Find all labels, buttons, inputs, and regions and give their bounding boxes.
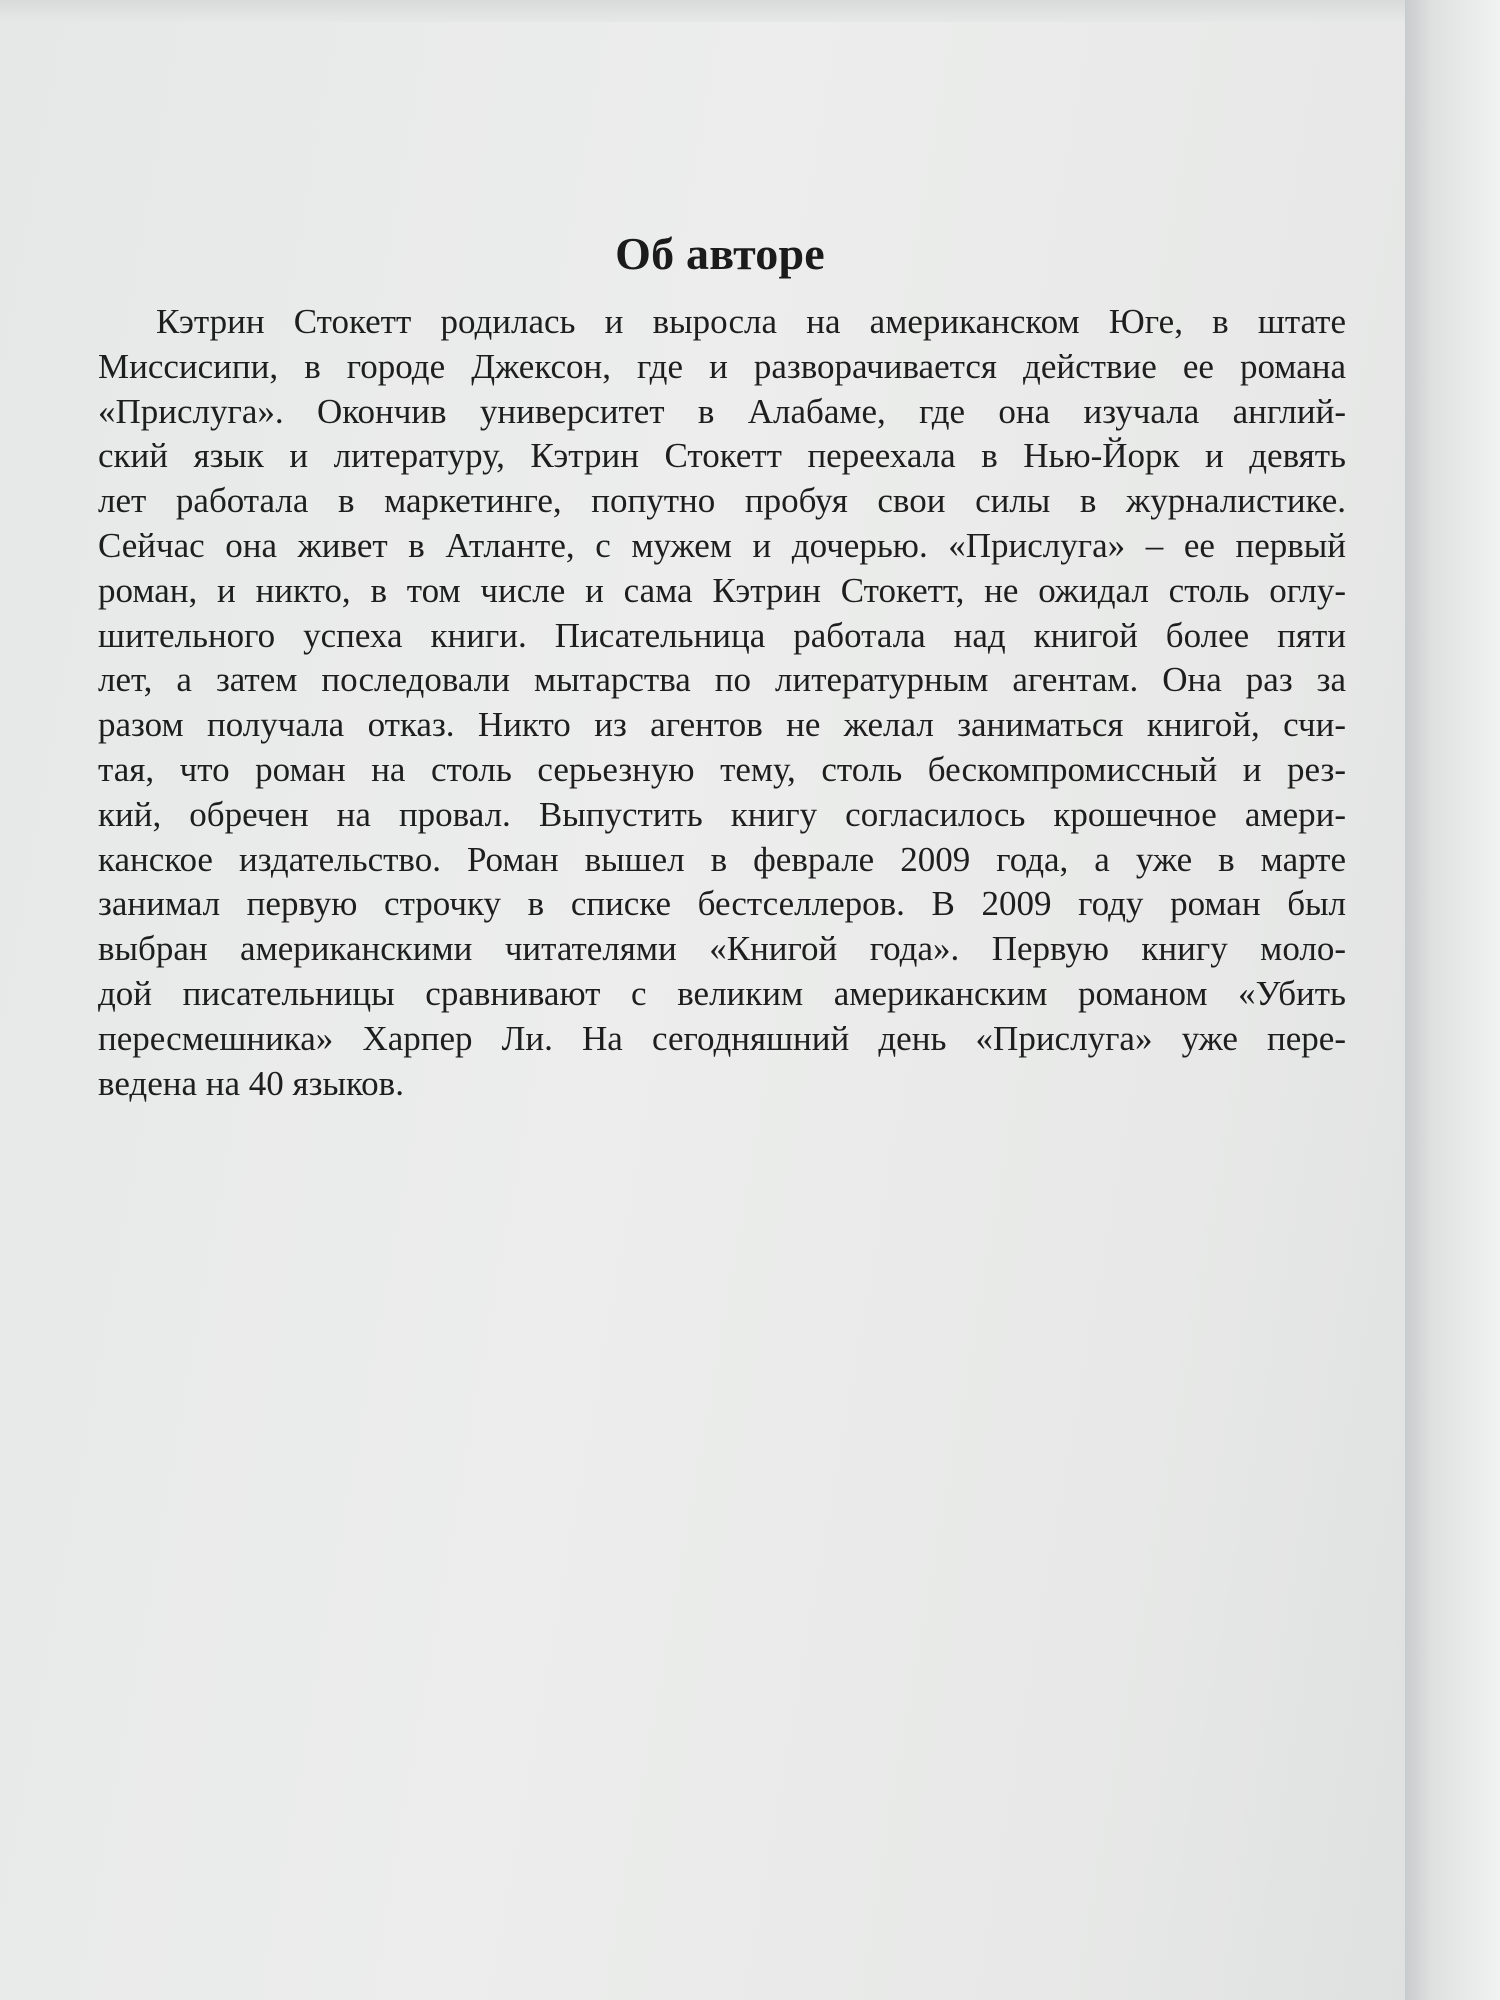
book-spine-edge	[1405, 0, 1500, 2000]
text-line: ский язык и литературу, Кэтрин Стокетт переехала в Нью-Йорк и девять	[98, 436, 1346, 476]
text-line: кий, обречен на провал. Выпустить книгу согласилось крошечное амери-	[98, 794, 1346, 834]
text-line: Миссисипи, в городе Джексон, где и разворачивается действие ее романа	[98, 346, 1346, 386]
text-line: Сейчас она живет в Атланте, с мужем и дочерью. «Прислуга» – ее первый	[98, 525, 1346, 565]
text-line: тая, что роман на столь серьезную тему, столь бескомпромиссный и рез-	[98, 749, 1346, 789]
text-line: разом получала отказ. Никто из агентов не желал заниматься книгой, счи-	[98, 705, 1346, 745]
text-line: лет работала в маркетинге, попутно пробуя свои силы в журналистике.	[98, 481, 1346, 521]
page-top-edge	[0, 0, 1405, 22]
text-line: шительного успеха книги. Писательница работала над книгой более пяти	[98, 615, 1346, 655]
text-line: пересмешника» Харпер Ли. На сегодняшний день «Прислуга» уже пере-	[98, 1018, 1346, 1058]
page-title: Об авторе	[615, 227, 825, 279]
text-line: дой писательницы сравнивают с великим американским романом «Убить	[98, 973, 1346, 1013]
text-line: канское издательство. Роман вышел в феврале 2009 года, а уже в марте	[98, 839, 1346, 879]
text-line: лет, а затем последовали мытарства по литературным агентам. Она раз за	[98, 660, 1346, 700]
text-line: ведена на 40 языков.	[98, 1063, 404, 1103]
about-author-paragraph	[98, 300, 1346, 1106]
text-line: занимал первую строчку в списке бестселлеров. В 2009 году роман был	[98, 884, 1346, 924]
text-line: «Прислуга». Окончив университет в Алабаме, где она изучала англий-	[98, 391, 1346, 431]
text-line: Кэтрин Стокетт родилась и выросла на американском Юге, в штате	[156, 302, 1346, 341]
text-line: роман, и никто, в том числе и сама Кэтрин Стокетт, не ожидал столь оглу-	[98, 570, 1346, 610]
text-line: выбран американскими читателями «Книгой года». Первую книгу моло-	[98, 929, 1346, 969]
